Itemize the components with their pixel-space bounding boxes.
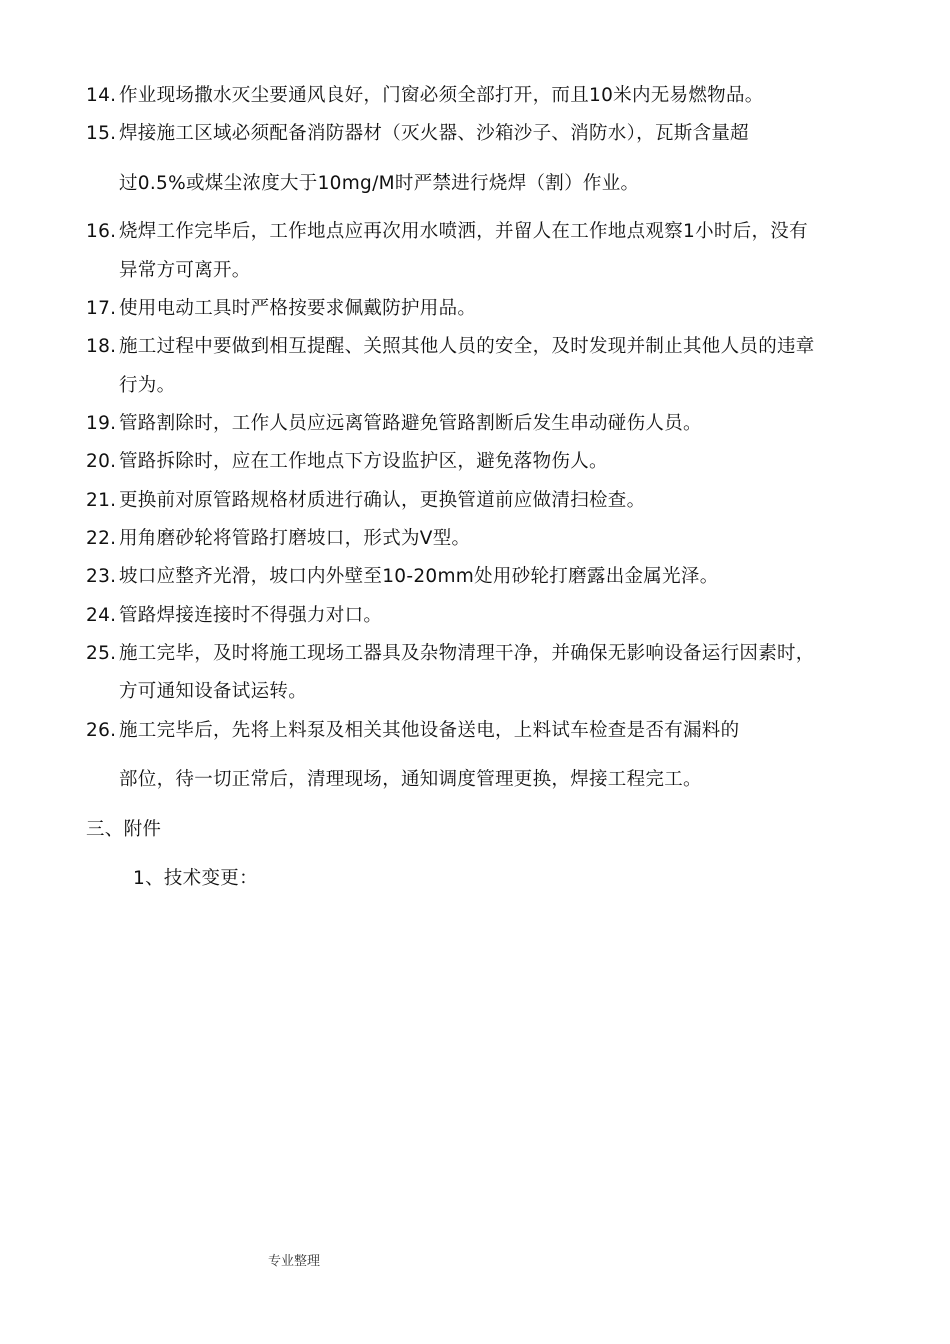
item-text: 作业现场撒水灭尘要通风良好，门窗必须全部打开，而且10米内无易燃物品。: [119, 85, 764, 106]
item-text: 异常方可离开。: [119, 260, 251, 281]
list-item-15: [86, 121, 749, 147]
list-item-16: [86, 219, 808, 245]
item-text: 管路焊接连接时不得强力对口。: [119, 605, 383, 626]
item-text: 过0.5%或煤尘浓度大于10mg/M时严禁进行烧焊（割）作业。: [119, 173, 640, 194]
item-number: 24.: [86, 605, 117, 626]
item-number: 16.: [86, 221, 117, 242]
item-text: 用角磨砂轮将管路打磨坡口，形式为V型。: [119, 528, 471, 549]
list-item-18-continuation: [119, 373, 175, 399]
item-text: 更换前对原管路规格材质进行确认，更换管道前应做清扫检查。: [119, 490, 646, 511]
item-number: 20.: [86, 451, 117, 472]
list-item-14: [86, 83, 764, 109]
item-number: 15.: [86, 123, 117, 144]
item-number: 14.: [86, 85, 117, 106]
item-text: 施工完毕，及时将施工现场工器具及杂物清理干净，并确保无影响设备运行因素时，: [119, 643, 815, 664]
item-text: 烧焊工作完毕后，工作地点应再次用水喷洒，并留人在工作地点观察1小时后，没有: [119, 221, 808, 242]
list-item-19: [86, 411, 702, 437]
list-item-20: [86, 449, 608, 475]
item-text: 管路拆除时，应在工作地点下方设监护区，避免落物伤人。: [119, 451, 608, 472]
item-number: 23.: [86, 566, 117, 587]
list-item-21: [86, 488, 645, 514]
item-text: 方可通知设备试运转。: [119, 681, 308, 702]
item-text: 施工完毕后，先将上料泵及相关其他设备送电，上料试车检查是否有漏料的: [119, 720, 740, 741]
item-number: 19.: [86, 413, 117, 434]
item-text: 坡口应整齐光滑，坡口内外壁至10-20mm处用砂轮打磨露出金属光泽。: [119, 566, 719, 587]
list-item-24: [86, 603, 382, 629]
list-item-26-continuation: [119, 767, 702, 793]
list-item-25: [86, 641, 815, 667]
item-text: 行为。: [119, 375, 176, 396]
item-text: 管路割除时，工作人员应远离管路避免管路割断后发生串动碰伤人员。: [119, 413, 702, 434]
page-footer: 专业整理: [268, 1254, 321, 1269]
list-item-18: [86, 334, 815, 360]
list-item-23: [86, 564, 719, 590]
item-number: 17.: [86, 298, 117, 319]
item-number: 22.: [86, 528, 117, 549]
list-item-26: [86, 718, 739, 744]
list-item-25-continuation: [119, 679, 307, 705]
item-number: 18.: [86, 336, 117, 357]
list-item-22: [86, 526, 470, 552]
item-text: 使用电动工具时严格按要求佩戴防护用品。: [119, 298, 477, 319]
item-number: 26.: [86, 720, 117, 741]
item-number: 21.: [86, 490, 117, 511]
item-text: 焊接施工区域必须配备消防器材（灭火器、沙箱沙子、消防水），瓦斯含量超: [119, 123, 749, 144]
item-number: 25.: [86, 643, 117, 664]
section-heading: 三、附件: [86, 819, 162, 840]
item-text: 施工过程中要做到相互提醒、关照其他人员的安全，及时发现并制止其他人员的违章: [119, 336, 815, 357]
list-item-15-continuation: [119, 171, 639, 197]
list-item-17: [86, 296, 476, 322]
sub-item-technical-change: 1、技术变更：: [133, 868, 258, 889]
item-text: 部位，待一切正常后，清理现场，通知调度管理更换，焊接工程完工。: [119, 769, 702, 790]
list-item-16-continuation: [119, 258, 251, 284]
